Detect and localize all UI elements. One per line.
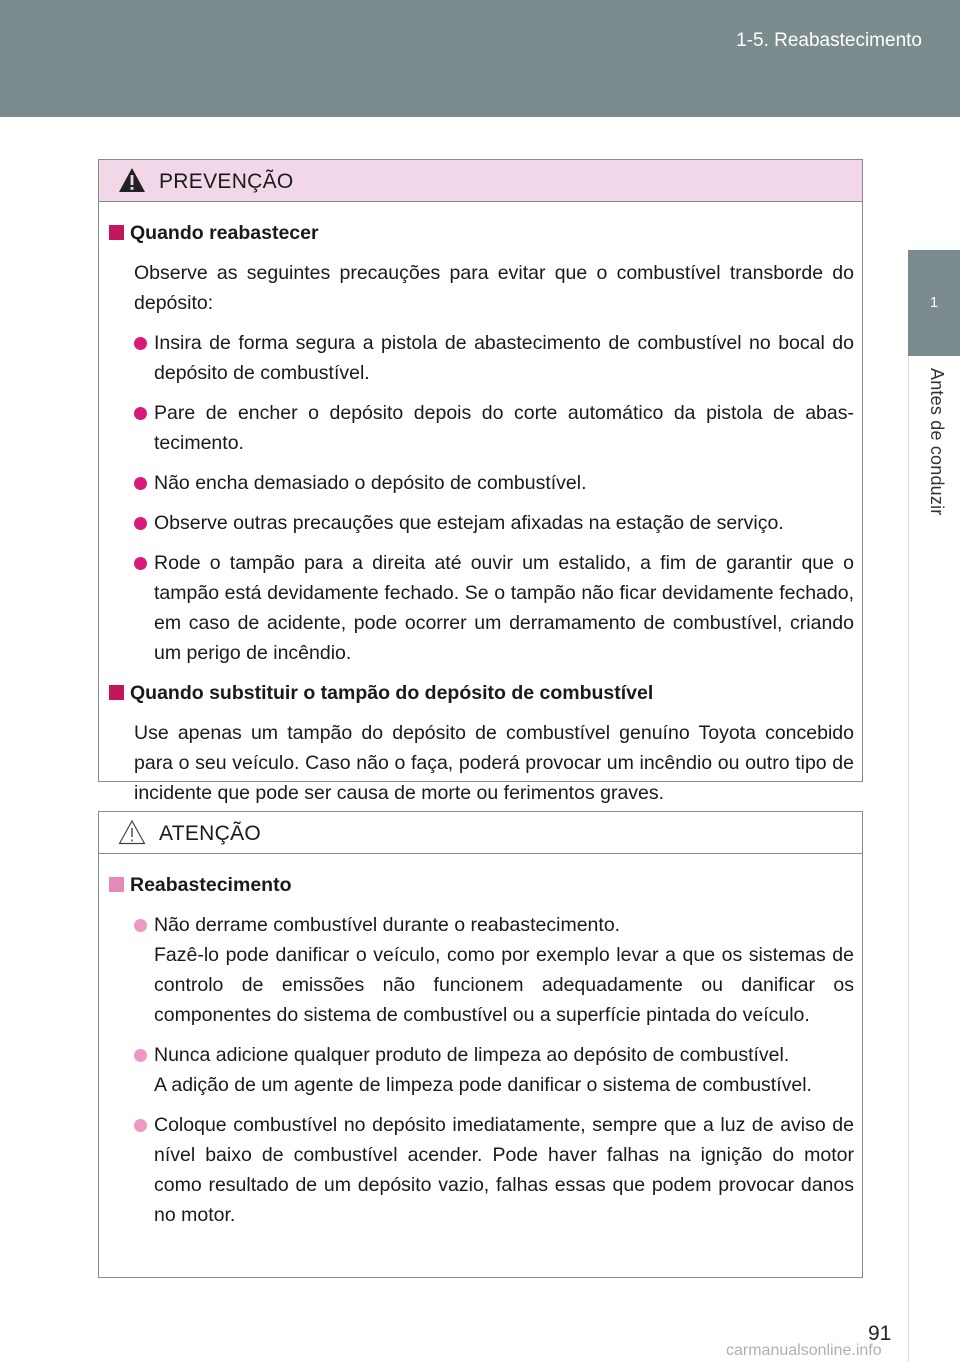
section-heading: Quando substituir o tampão do depósito de combustível [109, 678, 854, 708]
bullet-icon [134, 557, 147, 570]
list-item: Coloque combustível no depósito imediatamente, sempre que a luz de aviso de nível baixo de combustível acender. Pode haver falhas na ignição do motor como resultado de um depósito vazio, falhas essas que podem provocar danos no motor. [109, 1110, 854, 1230]
section-intro: Observe as seguintes precauções para evitar que o combustível transborde do depósito: [134, 262, 854, 314]
list-item: Insira de forma segura a pistola de abastecimento de combustível no bocal do depósito de combustível. [109, 328, 854, 388]
section-title: 1-5. Reabastecimento [736, 30, 922, 51]
list-item: Nunca adicione qualquer produto de limpeza ao depósito de combustível. A adição de um agente de limpeza pode danificar o sistema de combustível. [109, 1040, 854, 1100]
page-number: 91 [868, 1322, 892, 1345]
watermark: carmanualsonline.info [726, 1342, 882, 1359]
section-intro: Use apenas um tampão do depósito de combustível genuíno Toyota concebido para o seu veículo. Caso não o faça, poderá provocar um incêndio ou outro tipo de incidente que pode ser causa de morte ou ferimentos graves. [134, 722, 854, 804]
chapter-tab [908, 250, 960, 356]
list-item: Rode o tampão para a direita até ouvir um estalido, a fim de garantir que o tampão está devidamente fechado. Se o tampão não ficar devidamente fechado, em caso de acidente, pode ocorrer um derramamento de combustível, criando um perigo de incêndio. [109, 548, 854, 668]
warning-filled-icon [118, 167, 146, 193]
atencao-body [99, 854, 862, 1230]
bullet-icon [134, 1049, 147, 1062]
prevencao-body [99, 202, 862, 808]
square-bullet-icon [109, 685, 124, 700]
square-bullet-icon [109, 877, 124, 892]
chapter-number: 1 [929, 294, 939, 311]
atencao-header [99, 812, 862, 854]
bullet-icon [134, 1119, 147, 1132]
bullet-icon [134, 337, 147, 350]
prevencao-title: PREVENÇÃO [159, 170, 294, 193]
warning-outline-icon [118, 819, 146, 845]
list-item: Não derrame combustível durante o reabastecimento. Fazê-lo pode danificar o veículo, como por exemplo levar a que os sistemas de controlo de emissões não funcionem adequadamente ou danificar os componentes do sistema de combustível ou a superfície pintada do veículo. [109, 910, 854, 1030]
section-heading: Reabastecimento [109, 870, 854, 900]
bullet-icon [134, 407, 147, 420]
bullet-icon [134, 919, 147, 932]
square-bullet-icon [109, 225, 124, 240]
list-item: Pare de encher o depósito depois do corte automático da pistola de abastecimento. [109, 398, 854, 458]
header-band [0, 0, 960, 117]
prevencao-header [99, 160, 862, 202]
atencao-title: ATENÇÃO [159, 822, 262, 845]
section-heading: Quando reabastecer [109, 218, 854, 248]
bullet-icon [134, 517, 147, 530]
list-item: Observe outras precauções que estejam afixadas na estação de serviço. [109, 508, 854, 538]
bullet-icon [134, 477, 147, 490]
prevencao-box [98, 159, 863, 804]
chapter-label: Antes de conduzir [927, 368, 947, 516]
list-item: Não encha demasiado o depósito de combustível. [109, 468, 854, 498]
atencao-box [98, 811, 863, 1278]
